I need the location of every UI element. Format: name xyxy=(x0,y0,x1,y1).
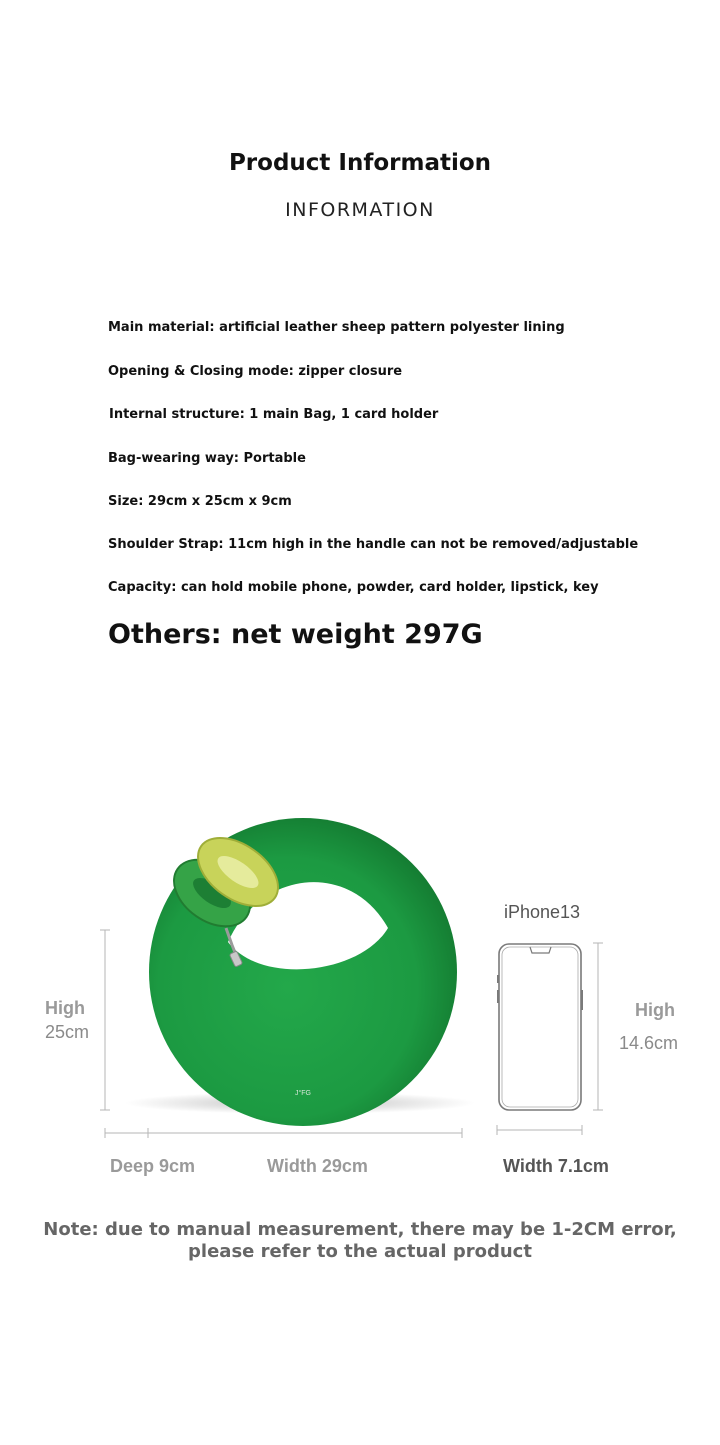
phone-high-value: 14.6cm xyxy=(619,1033,679,1053)
note-line-2: please refer to the actual product xyxy=(188,1241,532,1262)
bag-width-dimension xyxy=(105,1128,462,1138)
iphone-outline xyxy=(498,944,582,1110)
phone-height-dimension xyxy=(593,943,603,1110)
bag-height-dimension xyxy=(100,930,110,1110)
phone-width-dimension xyxy=(497,1125,582,1135)
phone-high-label: High xyxy=(635,1000,675,1020)
spec-internal-structure: Internal structure: 1 main Bag, 1 card holder xyxy=(109,407,439,422)
size-diagram-graphic xyxy=(0,800,720,1200)
measurement-note xyxy=(0,1219,720,1263)
spec-opening-closing: Opening & Closing mode: zipper closure xyxy=(108,364,403,379)
phone-width-label: Width 7.1cm xyxy=(503,1156,609,1176)
size-diagram xyxy=(0,800,720,1200)
bag-high-label: High xyxy=(45,998,85,1018)
spec-net-weight: Others: net weight 297G xyxy=(108,619,483,650)
spec-main-material: Main material: artificial leather sheep pattern polyester lining xyxy=(108,320,565,335)
bag-logo: J°FG xyxy=(294,1090,312,1097)
spec-shoulder-strap: Shoulder Strap: 11cm high in the handle can not be removed/adjustable xyxy=(108,537,639,552)
bag-high-value: 25cm xyxy=(45,1022,90,1042)
note-line-1: Note: due to manual measurement, there may be 1-2CM error, xyxy=(43,1219,677,1240)
page-title: Product Information xyxy=(228,150,492,176)
spec-capacity: Capacity: can hold mobile phone, powder, card holder, lipstick, key xyxy=(108,580,599,595)
bag-deep-label: Deep 9cm xyxy=(110,1156,196,1176)
page-subtitle: INFORMATION xyxy=(285,199,435,221)
spec-wearing-way: Bag-wearing way: Portable xyxy=(108,451,306,466)
iphone-model-label: iPhone13 xyxy=(504,902,581,922)
spec-size: Size: 29cm x 25cm x 9cm xyxy=(108,494,292,509)
bag-width-label: Width 29cm xyxy=(267,1156,368,1176)
